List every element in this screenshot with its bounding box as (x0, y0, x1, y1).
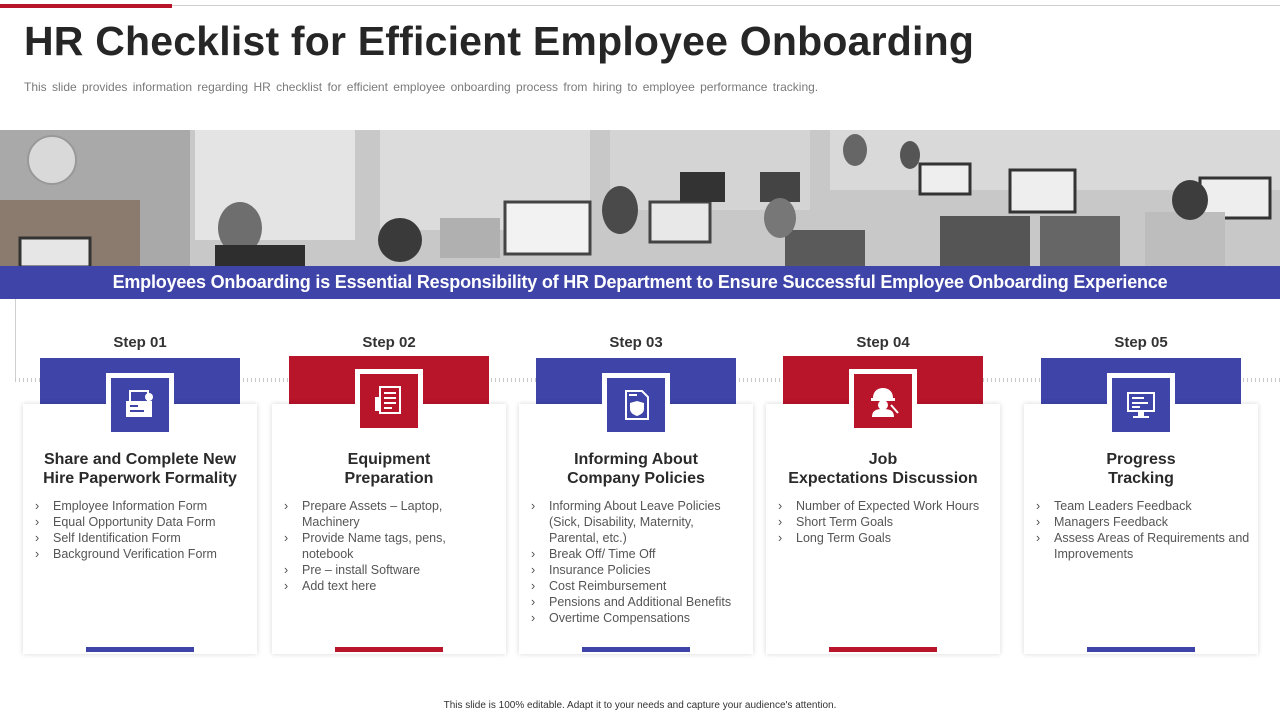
list-item: › Informing About Leave Policies (Sick, Disability, Maternity, Parental, etc.) (531, 498, 745, 546)
icon-frame (106, 373, 174, 437)
step-items (35, 498, 249, 562)
top-rule (0, 5, 1280, 6)
page-title: HR Checklist for Efficient Employee Onboarding (24, 18, 975, 64)
step-items (531, 498, 745, 626)
list-item: › Long Term Goals (778, 530, 992, 546)
step-title: Equipment Preparation (344, 451, 434, 487)
office-photo-illustration (0, 130, 1280, 267)
list-item: › Add text here (284, 578, 498, 594)
step-items (778, 498, 992, 546)
list-item: › Break Off/ Time Off (531, 546, 745, 562)
step-label: Step 05 (1114, 334, 1168, 351)
step-label: Step 02 (362, 334, 416, 351)
step-label: Step 01 (113, 334, 167, 351)
list-item: › Assess Areas of Requirements and Improvements (1036, 530, 1250, 562)
list-item: › Provide Name tags, pens, notebook (284, 530, 498, 562)
step-card-3 (519, 330, 753, 660)
step-card-body (766, 404, 1000, 654)
left-guide-line (15, 299, 16, 379)
list-item: › Self Identification Form (35, 530, 249, 546)
step-title: Share and Complete New Hire Paperwork Formality (43, 451, 237, 487)
step-items (284, 498, 498, 594)
step-items (1036, 498, 1250, 562)
office-photo (0, 130, 1280, 267)
card-bottom-bar (335, 647, 443, 652)
step-card-2 (272, 330, 506, 660)
list-item: › Overtime Compensations (531, 610, 745, 626)
worker-helmet-tools-icon (854, 374, 912, 428)
policy-document-shield-icon (607, 378, 665, 432)
list-item: › Number of Expected Work Hours (778, 498, 992, 514)
list-item: › Equal Opportunity Data Form (35, 514, 249, 530)
card-bottom-bar (582, 647, 690, 652)
footer-note: This slide is 100% editable. Adapt it to your needs and capture your audience's attention. (443, 700, 837, 711)
step-card-body (1024, 404, 1258, 654)
icon-frame (355, 369, 423, 433)
step-card-1 (23, 330, 257, 660)
list-item: › Employee Information Form (35, 498, 249, 514)
page-subtitle: This slide provides information regarding HR checklist for efficient employee onboarding process from hiring to employee performance tracking. (24, 80, 819, 94)
list-item: › Background Verification Form (35, 546, 249, 562)
list-item: › Insurance Policies (531, 562, 745, 578)
card-bottom-bar (1087, 647, 1195, 652)
step-title: Job Expectations Discussion (788, 451, 978, 487)
list-item: › Pensions and Additional Benefits (531, 594, 745, 610)
step-label: Step 03 (609, 334, 663, 351)
step-title: Progress Tracking (1106, 451, 1176, 487)
list-item: › Managers Feedback (1036, 514, 1250, 530)
list-item: › Short Term Goals (778, 514, 992, 530)
step-card-body (519, 404, 753, 654)
card-bottom-bar (86, 647, 194, 652)
step-card-4 (766, 330, 1000, 660)
step-title: Informing About Company Policies (567, 451, 705, 487)
icon-frame (1107, 373, 1175, 437)
card-bottom-bar (829, 647, 937, 652)
icon-frame (602, 373, 670, 437)
step-label: Step 04 (856, 334, 910, 351)
top-accent-bar (0, 4, 172, 8)
list-item: › Prepare Assets – Laptop, Machinery (284, 498, 498, 530)
step-card-body (272, 404, 506, 654)
paperwork-forms-icon (111, 378, 169, 432)
step-card-body (23, 404, 257, 654)
list-item: › Pre – install Software (284, 562, 498, 578)
list-item: › Team Leaders Feedback (1036, 498, 1250, 514)
step-card-5 (1024, 330, 1258, 660)
progress-monitor-icon (1112, 378, 1170, 432)
headline-banner: Employees Onboarding is Essential Responsibility of HR Department to Ensure Successful Employee Onboarding Experience (0, 266, 1280, 299)
clipboard-checklist-icon (360, 374, 418, 428)
icon-frame (849, 369, 917, 433)
list-item: › Cost Reimbursement (531, 578, 745, 594)
